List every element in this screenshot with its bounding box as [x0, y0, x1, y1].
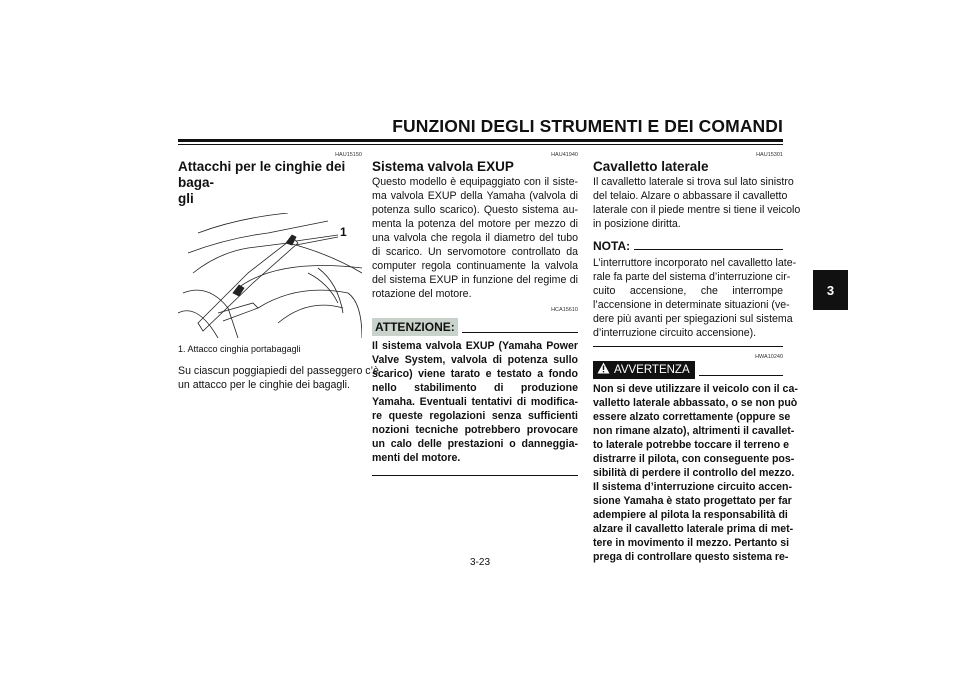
text-line: di scarico. Un servomotore controllato da — [372, 246, 578, 258]
page-number: 3-23 — [469, 557, 490, 568]
text-line: dere più avanti per spiegazioni sul sistema — [593, 313, 793, 325]
section-heading: Attacchi per le cinghie dei baga- gli — [178, 159, 346, 206]
left-column — [178, 151, 379, 392]
header-rule-thin — [178, 144, 783, 145]
text-line: d’interruzione circuito accensione). — [593, 327, 757, 339]
text-line: valletto laterale abbassato, o se non può — [593, 397, 798, 409]
text-line: rale fa parte del sistema d’interruzione cir- — [593, 271, 791, 283]
middle-column — [372, 151, 578, 476]
warning-code: HWA10240 — [755, 354, 783, 360]
text-line: rotazione del motore. — [372, 288, 472, 300]
text-line: prega di controllare questo sistema re- — [593, 551, 789, 563]
text-line: re queste regolazioni senza sufficienti — [372, 410, 578, 422]
section-code: HAU15150 — [335, 152, 362, 158]
section-code: HAU41940 — [551, 152, 578, 158]
text-line: del telaio. Alzare o abbassare il cavalletto — [593, 190, 788, 202]
caution-header — [372, 318, 578, 336]
caution-end-rule — [372, 475, 578, 476]
page-title: FUNZIONI DEGLI STRUMENTI E DEI COMANDI — [392, 116, 783, 136]
text-line: distrarre il pilota, con conseguente pos- — [593, 453, 795, 465]
text-line: nozioni tecniche potrebbero provocare — [372, 424, 578, 436]
text-line: sione Yamaha è stato progettato per far — [593, 495, 792, 507]
figure-caption: 1. Attacco cinghia portabagagli — [178, 344, 301, 354]
luggage-strap-illustration — [178, 213, 362, 338]
chapter-tab: 3 — [813, 270, 848, 310]
warning-header — [593, 361, 783, 379]
warning-label — [593, 361, 695, 379]
body-text — [372, 175, 578, 301]
text-line: un attacco per le cinghie dei bagagli. — [178, 379, 350, 391]
text-line: scarico) viene tarato e testato a fondo — [372, 368, 578, 380]
text-line: essere alzato correttamente (oppure se — [593, 411, 791, 423]
text-line: adempiere al pilota la responsabilità di — [593, 509, 788, 521]
caution-label: ATTENZIONE: — [372, 318, 458, 336]
warning-triangle-icon — [597, 362, 610, 378]
text-line: in posizione diritta. — [593, 218, 681, 230]
text-line: non rimane alzato), altrimenti il cavallet- — [593, 425, 795, 437]
note-end-rule — [593, 346, 783, 347]
section-heading: Cavalletto laterale — [593, 159, 709, 174]
text-line: del sistema EXUP in funzione del regime di — [372, 274, 578, 286]
text-line: Yamaha. Eventuali tentativi di modifica- — [372, 396, 578, 408]
right-column — [593, 151, 801, 564]
caution-text — [372, 339, 578, 465]
text-line: menti del motore. — [372, 452, 461, 464]
text-line: ma valvola EXUP della Yamaha (valvola di — [372, 190, 578, 202]
text-line: Non si deve utilizzare il veicolo con il ca- — [593, 383, 798, 395]
warning-label-text: AVVERTENZA — [614, 364, 690, 376]
text-line: Valve System, valvola di potenza sullo — [372, 354, 578, 366]
note-text — [593, 256, 797, 340]
text-line: un calo delle prestazioni o danneggia- — [372, 438, 578, 450]
text-line: sibilità di perdere il controllo del mezzo. — [593, 467, 795, 479]
text-line: to laterale potrebbe toccare il terreno e — [593, 439, 790, 451]
section-heading: Sistema valvola EXUP — [372, 159, 514, 174]
text-line: Su ciascun poggiapiedi del passeggero c’è — [178, 365, 379, 377]
text-line: tere in movimento il mezzo. Pertanto si — [593, 537, 790, 549]
text-line: cuito accensione, che interrompe — [593, 285, 783, 297]
text-line: Il sistema d’interruzione circuito accen- — [593, 481, 792, 493]
text-line: nello stabilimento di produzione — [372, 382, 578, 394]
text-line: L’interruttore incorporato nel cavalletto late- — [593, 257, 797, 269]
text-line: alzare il cavalletto laterale prima di met- — [593, 523, 794, 535]
text-line: laterale con il piede mentre si tiene il veicolo — [593, 204, 801, 216]
note-header — [593, 239, 783, 253]
text-line: menta la potenza del motore per mezzo di — [372, 218, 578, 230]
caution-code: HCA15610 — [551, 307, 578, 313]
text-line: Il cavalletto laterale si trova sul lato sinistro — [593, 176, 794, 188]
body-text — [178, 364, 379, 392]
callout-number: 1 — [340, 225, 347, 239]
text-line: una valvola che regola il diametro del tubo — [372, 232, 578, 244]
text-line: potenza sullo scarico). Questo sistema au- — [372, 204, 578, 216]
note-label: NOTA: — [593, 239, 631, 253]
text-line: Questo modello è equipaggiato con il siste- — [372, 176, 578, 188]
body-text — [593, 175, 801, 231]
text-line: Il sistema valvola EXUP (Yamaha Power — [372, 340, 578, 352]
header-rule — [178, 139, 783, 142]
section-code: HAU15301 — [756, 152, 783, 158]
warning-text — [593, 382, 798, 564]
text-line: l’accensione in determinate situazioni (ve- — [593, 299, 790, 311]
text-line: computer regola continuamente la valvola — [372, 260, 578, 272]
